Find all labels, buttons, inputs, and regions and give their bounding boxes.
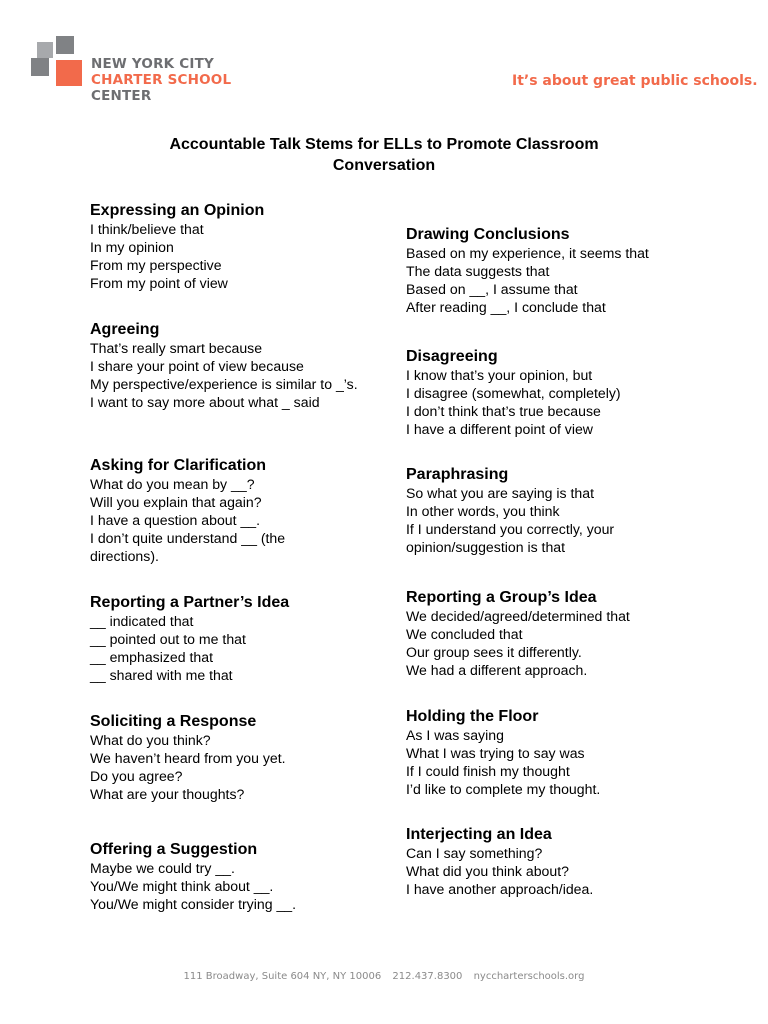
section-heading: Interjecting an Idea xyxy=(406,826,552,843)
stem-line: If I could finish my thought xyxy=(406,763,570,779)
stem-line: What I was trying to say was xyxy=(406,745,585,761)
stem-line: You/We might consider trying __. xyxy=(90,896,297,912)
document-title xyxy=(84,134,684,176)
stem-line: As I was saying xyxy=(406,727,504,743)
stem-line: __ pointed out to me that xyxy=(90,631,246,647)
logo-line-1: NEW YORK CITY xyxy=(91,56,214,72)
stem-line: Our group sees it differently. xyxy=(406,644,582,660)
stem-line: The data suggests that xyxy=(406,263,550,279)
stem-line: I’d like to complete my thought. xyxy=(406,781,601,797)
stem-line: Do you agree? xyxy=(90,768,183,784)
logo-gray-square-mid xyxy=(37,42,53,58)
stem-line: We concluded that xyxy=(406,626,523,642)
tagline: It’s about great public schools. xyxy=(512,73,758,89)
nyc-charter-school-center-logo xyxy=(31,36,231,106)
section-heading: Agreeing xyxy=(90,321,160,338)
section-asking-clarification xyxy=(90,456,312,565)
section-heading: Asking for Clarification xyxy=(90,457,267,474)
stem-line: I know that’s your opinion, but xyxy=(406,367,593,383)
logo-line-3: CENTER xyxy=(91,88,152,104)
section-paraphrasing xyxy=(406,465,646,556)
footer-phone: 212.437.8300 xyxy=(392,971,463,982)
stem-line: That’s really smart because xyxy=(90,340,263,356)
stem-line: We haven’t heard from you yet. xyxy=(90,750,286,766)
stem-line: Will you explain that again? xyxy=(90,494,262,510)
stem-line: Can I say something? xyxy=(406,845,543,861)
document-title-line-1: Accountable Talk Stems for ELLs to Promote Classroom xyxy=(169,136,599,153)
section-holding-floor xyxy=(406,707,600,798)
section-heading: Drawing Conclusions xyxy=(406,226,570,243)
section-interjecting-idea xyxy=(406,825,593,898)
section-agreeing xyxy=(90,320,358,411)
section-drawing-conclusions xyxy=(406,225,649,316)
stem-line: I think/believe that xyxy=(90,221,204,237)
stem-line: __ indicated that xyxy=(90,613,194,629)
stem-line: From my point of view xyxy=(90,275,228,291)
footer-contact xyxy=(0,971,768,982)
logo-wordmark xyxy=(91,56,231,104)
logo-gray-square-top xyxy=(56,36,74,54)
stem-line: You/We might think about __. xyxy=(90,878,274,894)
stem-line: What did you think about? xyxy=(406,863,569,879)
section-heading: Offering a Suggestion xyxy=(90,841,258,858)
stem-line: I share your point of view because xyxy=(90,358,304,374)
logo-orange-square xyxy=(56,60,82,86)
stem-line: From my perspective xyxy=(90,257,222,273)
section-reporting-partner-idea xyxy=(90,593,289,684)
stem-line: What do you think? xyxy=(90,732,211,748)
stem-line: If I understand you correctly, your opinion/suggestion is that xyxy=(406,521,615,555)
section-offering-suggestion xyxy=(90,840,296,913)
stem-line: Based on __, I assume that xyxy=(406,281,578,297)
section-heading: Reporting a Group’s Idea xyxy=(406,589,597,606)
section-reporting-group-idea xyxy=(406,588,630,679)
section-heading: Paraphrasing xyxy=(406,466,509,483)
stem-line: I have a different point of view xyxy=(406,421,593,437)
logo-gray-square-left xyxy=(31,58,49,76)
stem-line: In my opinion xyxy=(90,239,174,255)
stem-line: So what you are saying is that xyxy=(406,485,595,501)
logo-line-2: CHARTER SCHOOL xyxy=(91,72,232,88)
section-heading: Expressing an Opinion xyxy=(90,202,265,219)
stem-line: In other words, you think xyxy=(406,503,560,519)
document-title-line-2: Conversation xyxy=(332,157,436,174)
stem-line: We decided/agreed/determined that xyxy=(406,608,630,624)
stem-line: What are your thoughts? xyxy=(90,786,245,802)
section-soliciting-response xyxy=(90,712,286,803)
section-heading: Soliciting a Response xyxy=(90,713,257,730)
section-expressing-opinion xyxy=(90,201,264,292)
stem-line: __ emphasized that xyxy=(90,649,214,665)
footer-website: nyccharterschools.org xyxy=(473,971,585,982)
section-disagreeing xyxy=(406,347,621,438)
stem-line: I don’t quite understand __ (the directions). xyxy=(90,530,286,564)
section-heading: Reporting a Partner’s Idea xyxy=(90,594,290,611)
stem-line: What do you mean by __? xyxy=(90,476,255,492)
section-heading: Disagreeing xyxy=(406,348,498,365)
stem-line: We had a different approach. xyxy=(406,662,588,678)
stem-line: My perspective/experience is similar to _’s. I want to say more about what _ said xyxy=(90,376,358,410)
stem-line: __ shared with me that xyxy=(90,667,233,683)
stem-line: Based on my experience, it seems that xyxy=(406,245,649,261)
footer-address: 111 Broadway, Suite 604 NY, NY 10006 xyxy=(183,971,382,982)
stem-line: I don’t think that’s true because xyxy=(406,403,601,419)
stem-line: After reading __, I conclude that xyxy=(406,299,606,315)
stem-line: Maybe we could try __. xyxy=(90,860,235,876)
stem-line: I have a question about __. xyxy=(90,512,261,528)
section-heading: Holding the Floor xyxy=(406,708,539,725)
stem-line: I have another approach/idea. xyxy=(406,881,594,897)
stem-line: I disagree (somewhat, completely) xyxy=(406,385,621,401)
